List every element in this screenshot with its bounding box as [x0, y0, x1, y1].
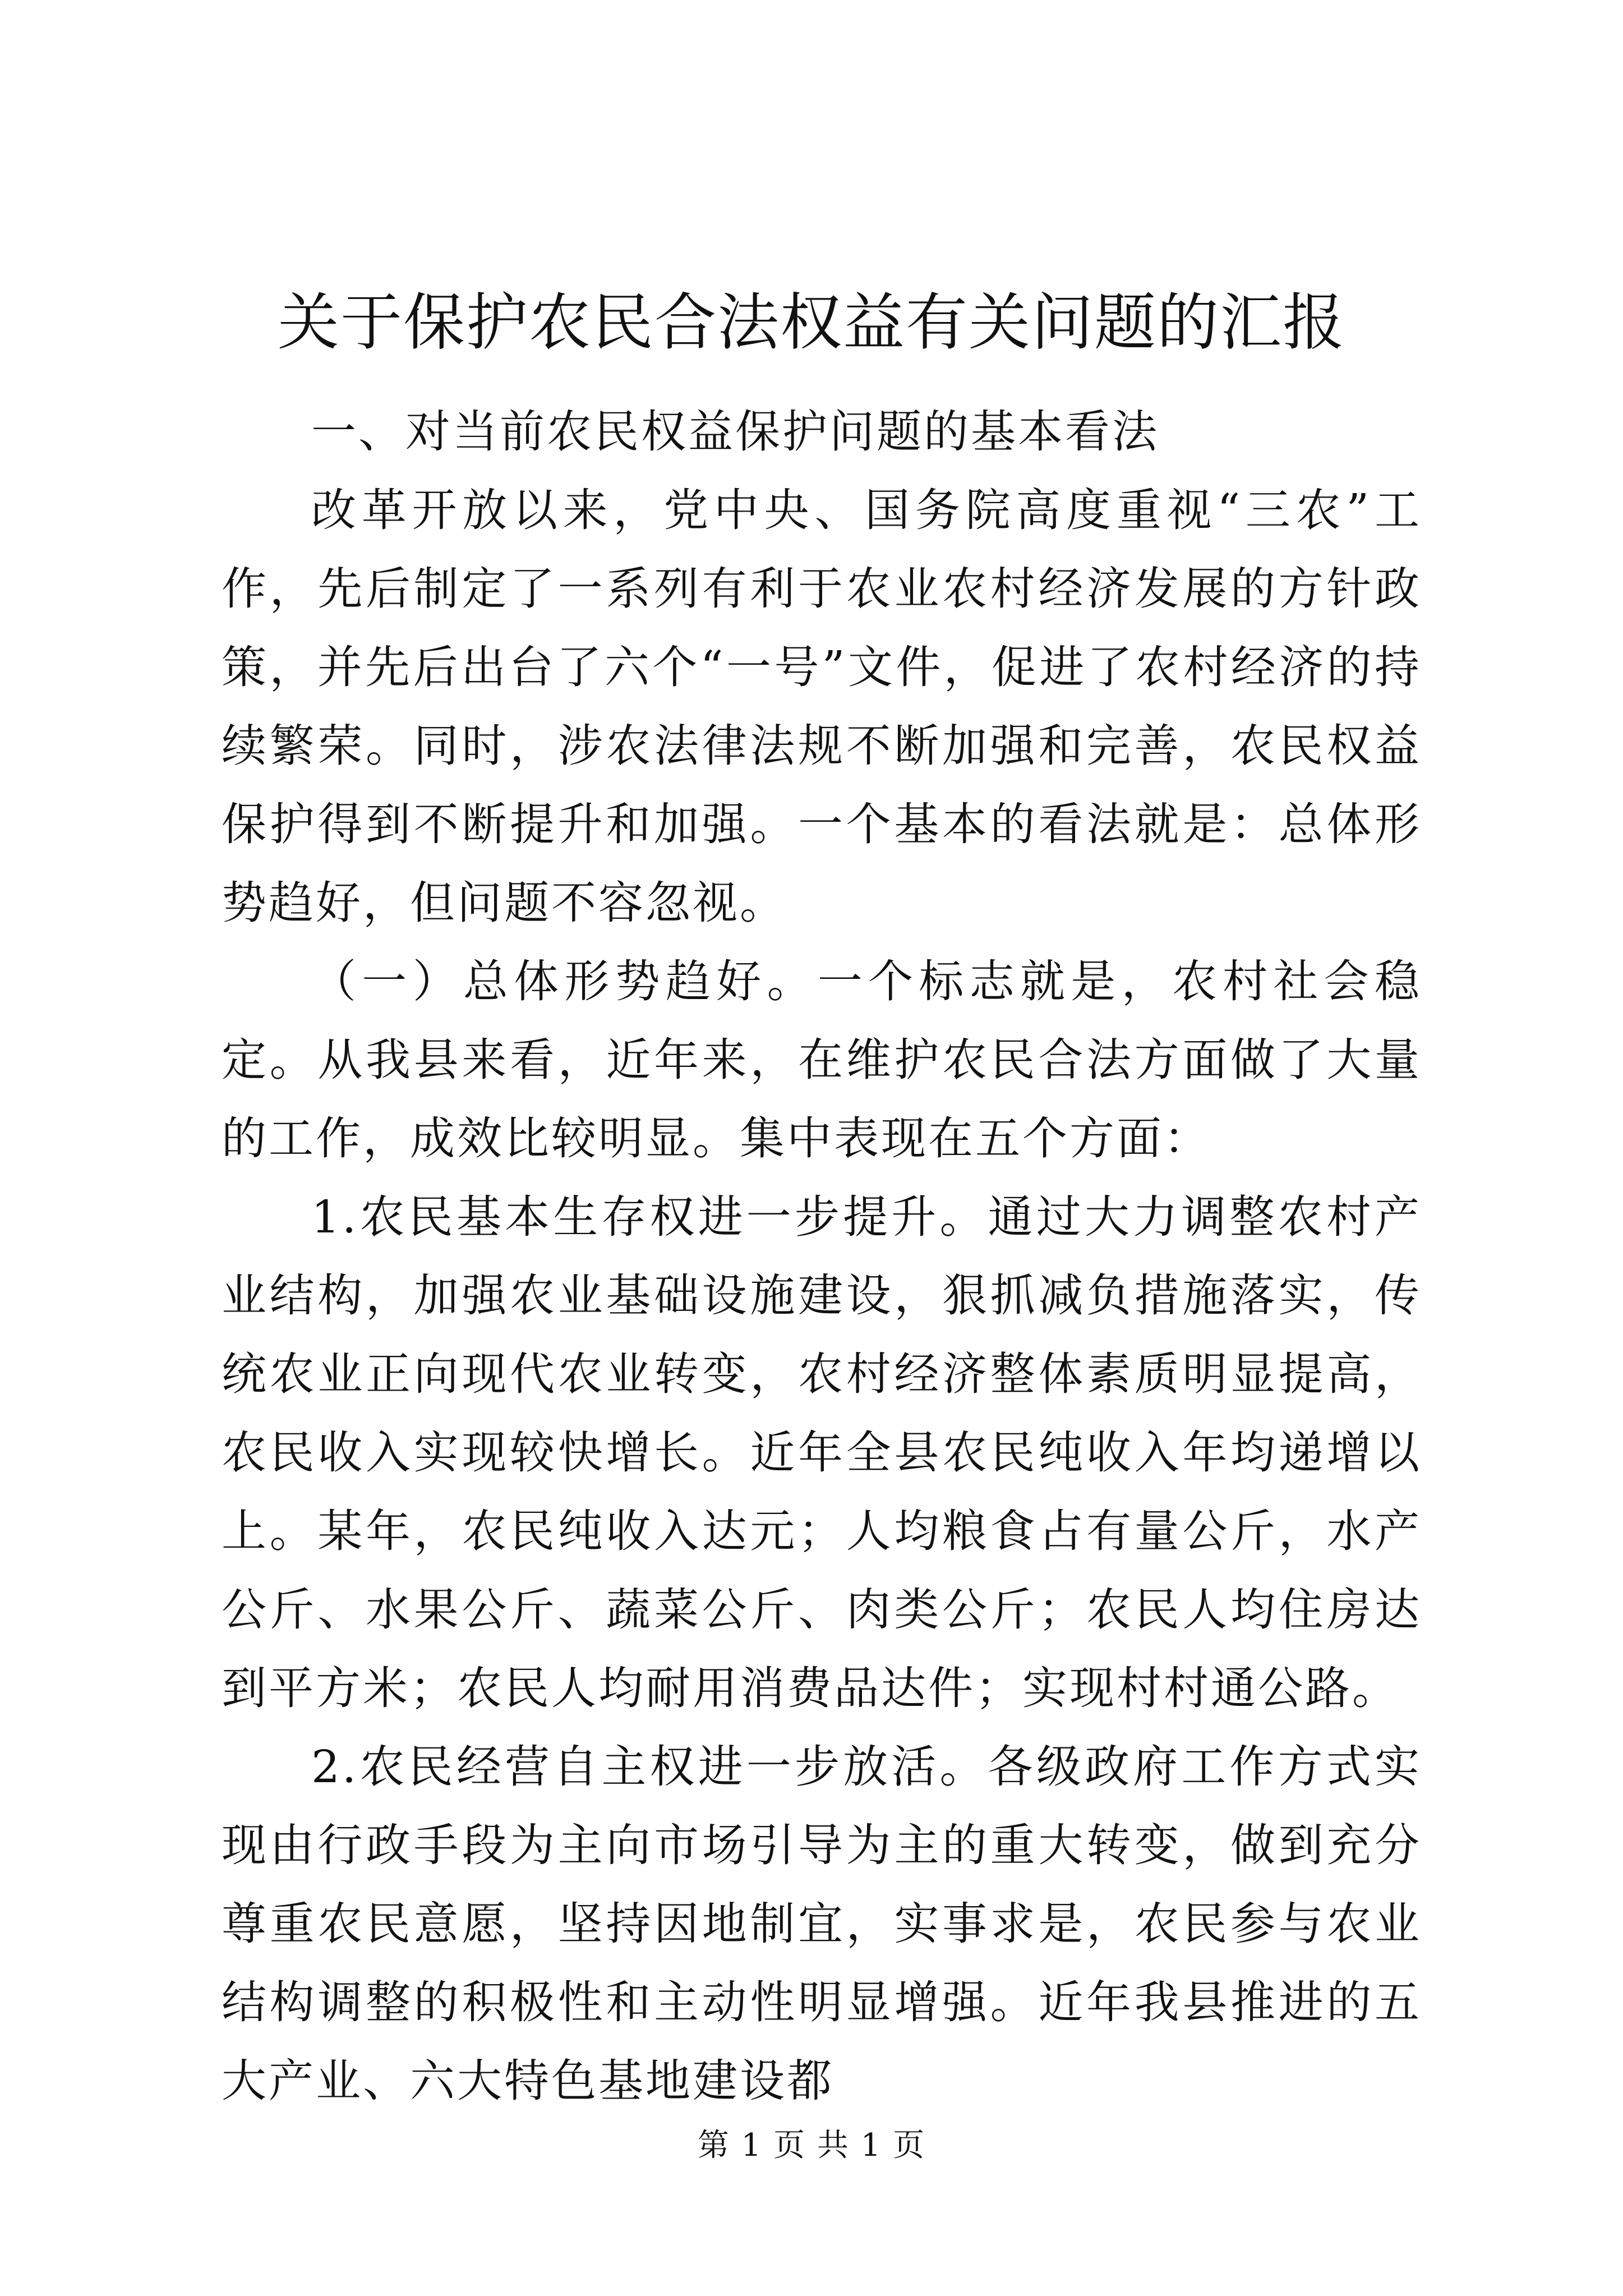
section-heading: 一、对当前农民权益保护问题的基本看法: [311, 406, 1159, 458]
paragraph: 1.农民基本生存权进一步提升。通过大力调整农村产业结构，加强农业基础设施建设，狠抓减负措施落实，传统农业正向现代农业转变，农村经济整体素质明显提高，农民收入实现较快增长。近年全县农民纯收入年均递增以上。某年，农民纯收入达元；人均粮食占有量公斤，水产公斤、水果公斤、蔬菜公斤、肉类公斤；农民人均住房达到平方米；农民人均耐用消费品达件；实现村村通公路。: [222, 1191, 1422, 1714]
paragraph: 2.农民经营自主权进一步放活。各级政府工作方式实现由行政手段为主向市场引导为主的重大转变，做到充分尊重农民意愿，坚持因地制宜，实事求是，农民参与农业结构调整的积极性和主动性明显增强。近年我县推进的五大产业、六大特色基地建设都: [222, 1741, 1422, 2107]
paragraph: 改革开放以来，党中央、国务院高度重视“三农”工作，先后制定了一系列有利于农业农村经济发展的方针政策，并先后出台了六个“一号”文件，促进了农村经济的持续繁荣。同时，涉农法律法规不断加强和完善，农民权益保护得到不断提升和加强。一个基本的看法就是：总体形势趋好，但问题不容忽视。: [222, 484, 1422, 929]
page-footer: 第 1 页 共 1 页: [697, 2127, 926, 2164]
paragraph: （一）总体形势趋好。一个标志就是，农村社会稳定。从我县来看，近年来，在维护农民合法方面做了大量的工作，成效比较明显。集中表现在五个方面：: [222, 955, 1422, 1165]
document-body: [222, 393, 1422, 2120]
document-title: 关于保护农民合法权益有关问题的汇报: [278, 287, 1345, 358]
